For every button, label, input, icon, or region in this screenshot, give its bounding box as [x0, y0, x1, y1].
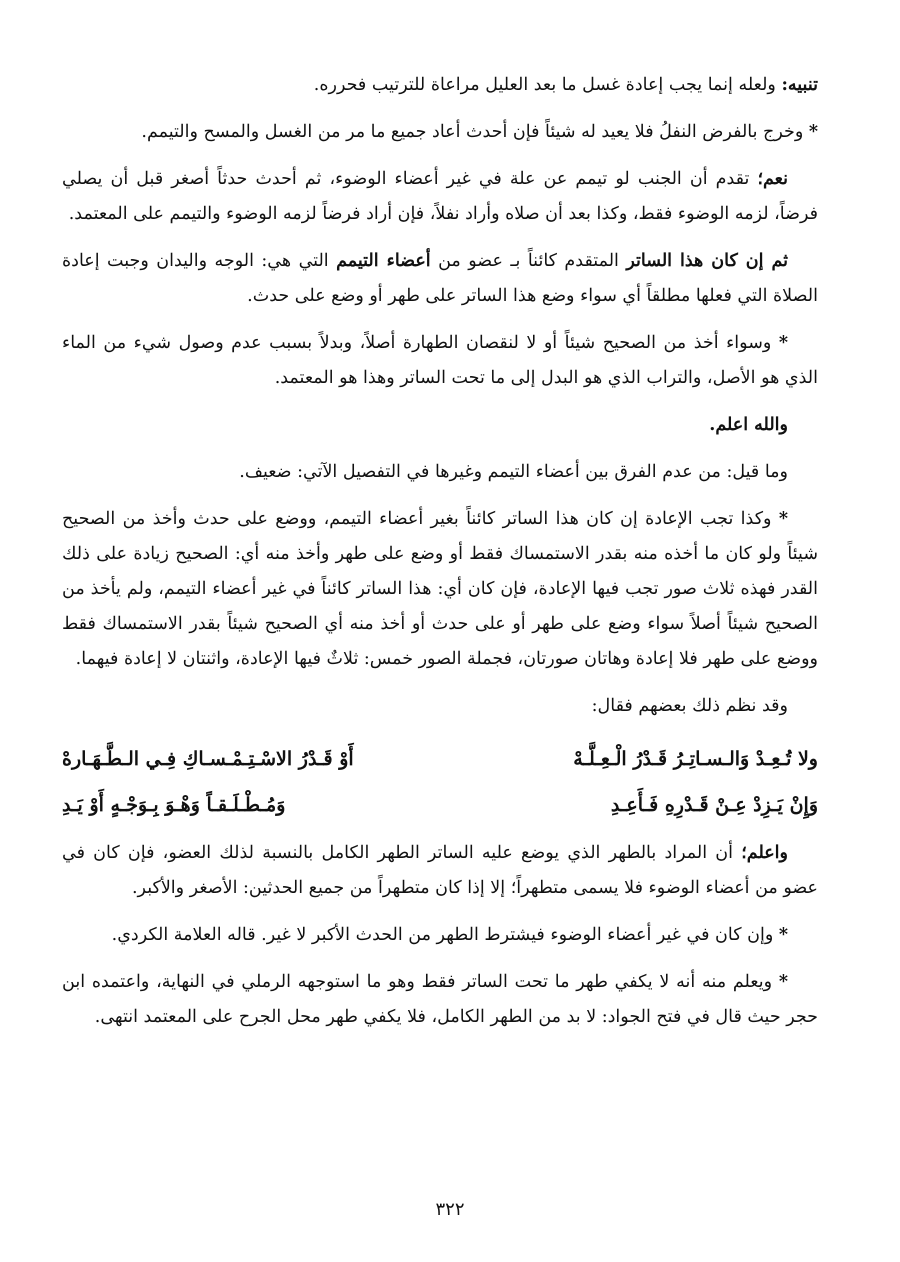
- star-bullet-icon: *: [778, 509, 788, 529]
- poem-hemistich-right: ولا تُـعِـدْ وَالـسـاتِـرُ قَـدْرُ الْـعِـلَّـهْ: [573, 748, 818, 770]
- paragraph-poem-intro: [62, 689, 818, 724]
- paragraph-text: المتقدم كائناً بـ عضو من: [430, 251, 627, 271]
- paragraph-yu-lam: [62, 965, 818, 1035]
- paragraph-text: وكذا تجب الإعادة إن كان هذا الساتر كائناً بغير أعضاء التيمم، ووضع على حدث وأخذ من الصحيح شيئاً ولو كان ما أخذه منه بقدر الاستمساك فقط أو وضع على طهر وأخذ منه أي: الصحيح زيادة على ذلك القدر فهذه ثلاث صور تجب فيها الإعادة، فإن كان أي: هذا الساتر كائناً في غير أعضاء التيمم، ولم يأخذ من الصحيح شيئاً أصلاً سواء وضع على طهر أو على حدث أو أخذ منه أي الصحيح شيئاً بقدر الاستمساك فقط ووضع على طهر فلا إعادة وهاتان صورتان، فجملة الصور خمس: ثلاثٌ فيها الإعادة، واثنتان لا إعادة فيهما.: [62, 509, 818, 669]
- paragraph-nafl: [62, 115, 818, 150]
- paragraph-sawaa: [62, 326, 818, 396]
- bold-term: أعضاء التيمم: [336, 251, 431, 271]
- paragraph-naam: [62, 162, 818, 232]
- naam-label: نعم؛: [757, 169, 788, 189]
- wa-alam-label: واعلم؛: [741, 843, 788, 863]
- satir-label: ثم إن كان هذا الساتر: [626, 251, 788, 271]
- note-label: تنبيه:: [781, 75, 818, 95]
- star-bullet-icon: *: [778, 333, 788, 353]
- paragraph-wa-in-kana: [62, 918, 818, 953]
- paragraph-wama-qila: [62, 455, 818, 490]
- star-bullet-icon: *: [808, 122, 818, 142]
- poem-hemistich-left: وَمُـطْـلَـقـاً وَهْـوَ بِـوَجْـهٍ أَوْ يَـدِ: [62, 794, 286, 816]
- paragraph-allahu-alam: [62, 408, 818, 443]
- paragraph-note: [62, 68, 818, 103]
- poem-hemistich-right: وَإِنْ يَـزِدْ عِـنْ قَـدْرِهِ فَـأَعِـدِ: [610, 794, 818, 816]
- poem-verse: [62, 782, 818, 828]
- paragraph-text: ويعلم منه أنه لا يكفي طهر ما تحت الساتر فقط وهو ما استوجهه الرملي في النهاية، واعتمده ابن حجر حيث قال في فتح الجواد: لا بد من الطهر الكامل، فلا يكفي طهر محل الجرح على المعتمد انتهى.: [62, 972, 818, 1027]
- star-bullet-icon: *: [778, 925, 788, 945]
- paragraph-text: وسواء أخذ من الصحيح شيئاً أو لا لنقصان الطهارة أصلاً، وبدلاً بسبب عدم وصول شيء من الماء الذي هو الأصل، والتراب الذي هو البدل إلى ما تحت الساتر وهذا هو المعتمد.: [62, 333, 818, 388]
- poem-hemistich-left: أَوْ قَـدْرُ الاسْـتِـمْـسـاكِ فِـي الـطَّـهَـارهْ: [62, 748, 354, 770]
- closing-phrase: والله اعلم.: [709, 415, 788, 435]
- paragraph-text: وخرج بالفرض النفلُ فلا يعيد له شيئاً فإن أحدث أعاد جميع ما مر من الغسل والمسح والتيمم.: [141, 122, 809, 142]
- paragraph-wa-alam: [62, 836, 818, 906]
- poem-verse: [62, 736, 818, 782]
- page-number: ٣٢٢: [435, 1199, 465, 1220]
- paragraph-text: التي هي: الوجه واليدان وجبت إعادة الصلاة التي فعلها مطلقاً أي سواء وضع هذا الساتر على طهر أو وضع على حدث.: [62, 251, 818, 306]
- paragraph-satir: [62, 244, 818, 314]
- note-text: ولعله إنما يجب إعادة غسل ما بعد العليل مراعاة للترتيب فحرره.: [313, 75, 782, 95]
- paragraph-text: تقدم أن الجنب لو تيمم عن علة في غير أعضاء الوضوء، ثم أحدث حدثاً أصغر قبل أن يصلي فرضاً، لزمه الوضوء فقط، وكذا بعد أن صلاه وأراد نفلاً، فإن أراد فرضاً لزمه الوضوء والتيمم على المعتمد.: [62, 169, 818, 224]
- paragraph-text: وإن كان في غير أعضاء الوضوء فيشترط الطهر من الحدث الأكبر لا غير. قاله العلامة الكردي.: [111, 925, 779, 945]
- paragraph-text: أن المراد بالطهر الذي يوضع عليه الساتر الطهر الكامل بالنسبة لذلك العضو، فإن كان في عضو من أعضاء الوضوء فلا يسمى متطهراً؛ إلا إذا كان متطهراً من جميع الحدثين: الأصغر والأكبر.: [62, 843, 818, 898]
- paragraph-text: وما قيل: من عدم الفرق بين أعضاء التيمم وغيرها في التفصيل الآتي: ضعيف.: [239, 462, 788, 482]
- paragraph-kadha: [62, 502, 818, 677]
- star-bullet-icon: *: [778, 972, 788, 992]
- paragraph-text: وقد نظم ذلك بعضهم فقال:: [591, 696, 788, 716]
- poem-block: [62, 736, 818, 828]
